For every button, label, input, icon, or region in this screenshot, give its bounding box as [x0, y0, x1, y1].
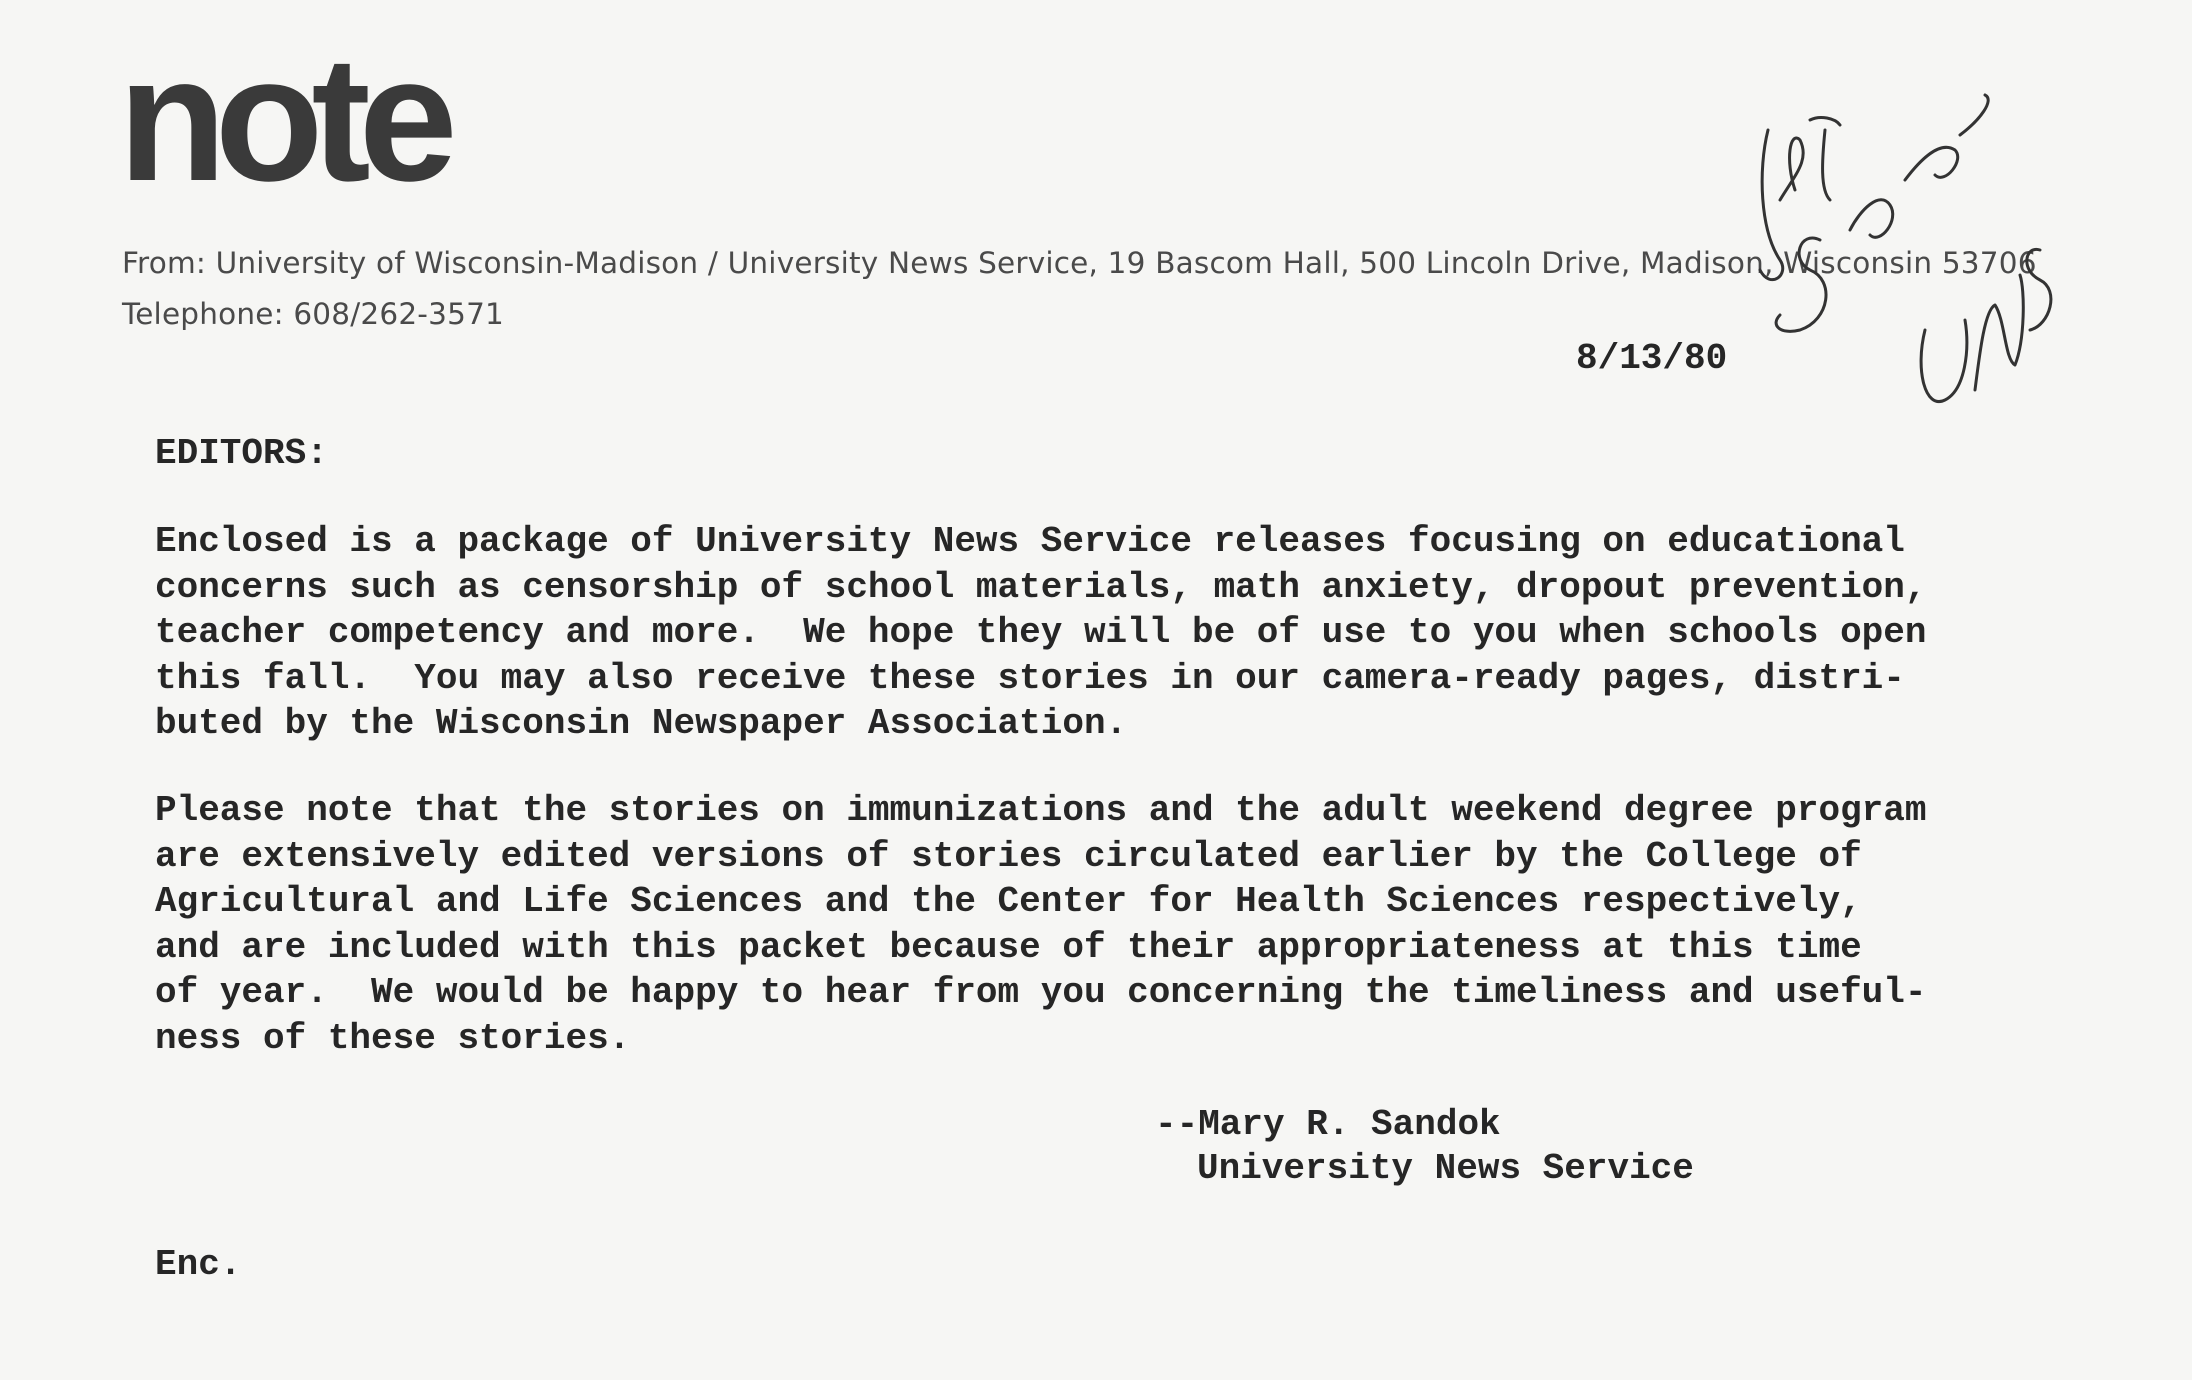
- paragraph-line: buted by the Wisconsin Newspaper Association.: [155, 703, 1128, 744]
- paragraph-line: concerns such as censorship of school materials, math anxiety, dropout prevention,: [155, 566, 1927, 608]
- body-paragraph-1: [155, 519, 1927, 747]
- handwritten-annotation: [1740, 80, 2060, 440]
- paragraph-line: of year. We would be happy to hear from you concerning the timeliness and useful-: [155, 972, 1927, 1013]
- signature-name: --Mary R. Sandok: [1155, 1104, 1501, 1145]
- signature-organization: University News Service: [1197, 1148, 1694, 1189]
- paragraph-line: teacher competency and more. We hope they will be of use to you when schools open: [155, 612, 1927, 653]
- letter-date: 8/13/80: [1576, 338, 1728, 379]
- letterhead-from-line: From: University of Wisconsin-Madison / University News Service, 19 Bascom Hall, 500 Lincoln Drive, Madison, Wisconsin 53706: [122, 246, 2037, 280]
- letterhead-telephone-line: Telephone: 608/262-3571: [122, 297, 505, 331]
- paragraph-line: Enclosed is a package of University News Service releases focusing on educational: [155, 521, 1905, 562]
- paragraph-line: ness of these stories.: [155, 1017, 631, 1059]
- letterhead-logo: note: [118, 19, 446, 218]
- paragraph-line: Please note that the stories on immunizations and the adult weekend degree program: [155, 790, 1927, 831]
- salutation: EDITORS:: [155, 433, 328, 474]
- paragraph-line: are extensively edited versions of stories circulated earlier by the College of: [155, 835, 1862, 877]
- enclosure-notation: Enc.: [155, 1244, 242, 1285]
- paragraph-line: and are included with this packet because of their appropriateness at this time: [155, 926, 1862, 968]
- paragraph-line: Agricultural and Life Sciences and the Center for Health Sciences respectively,: [155, 881, 1862, 922]
- body-paragraph-2: [155, 788, 1927, 1061]
- paragraph-line: this fall. You may also receive these stories in our camera-ready pages, distri-: [155, 657, 1905, 699]
